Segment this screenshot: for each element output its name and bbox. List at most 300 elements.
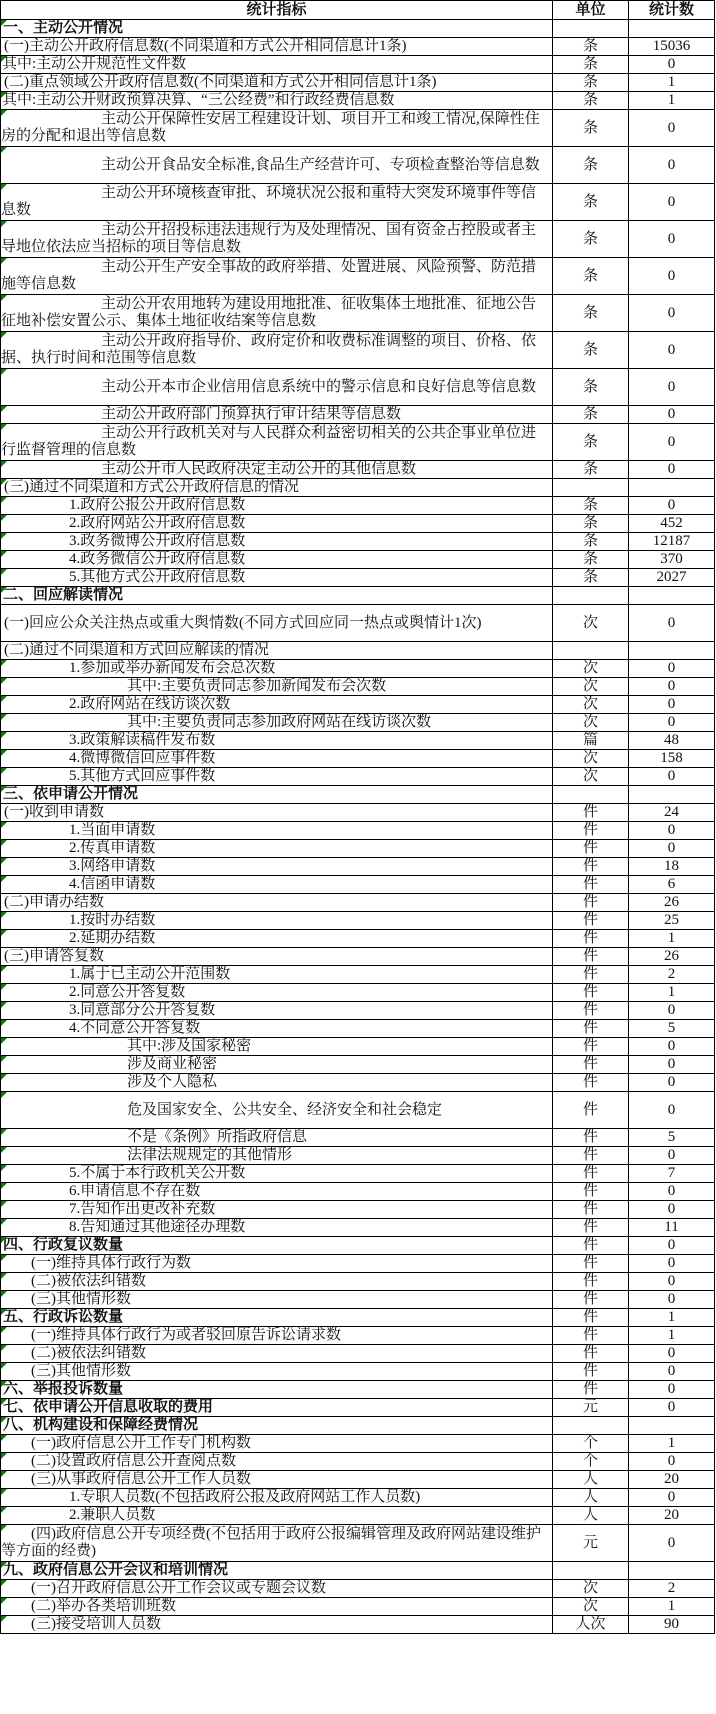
- unit-cell: 件: [553, 1002, 629, 1020]
- indicator-label: (一)收到申请数: [4, 804, 104, 820]
- value-cell: 25: [629, 912, 715, 930]
- value-cell: [629, 20, 715, 38]
- indicator-label: 2.兼职人员数: [69, 1507, 156, 1523]
- value-cell: 5: [629, 1020, 715, 1038]
- table-row: [1, 515, 715, 533]
- corner-marker-icon: [1, 1616, 7, 1622]
- corner-marker-icon: [1, 750, 7, 756]
- table-row: [1, 1309, 715, 1327]
- indicator-label: (二)设置政府信息公开查阅点数: [31, 1453, 236, 1469]
- unit-cell: 人: [553, 1471, 629, 1489]
- indicator-label: 主动公开环境核查审批、环境状况公报和重特大突发环境事件等信息数: [1, 185, 537, 218]
- indicator-cell: [1, 894, 553, 912]
- value-cell: 1: [629, 1327, 715, 1345]
- indicator-label: (三)申请答复数: [4, 948, 104, 964]
- value-cell: 18: [629, 858, 715, 876]
- value-cell: 26: [629, 948, 715, 966]
- corner-marker-icon: [1, 1291, 7, 1297]
- indicator-cell: [1, 1345, 553, 1363]
- indicator-cell: [1, 569, 553, 587]
- table-row: [1, 858, 715, 876]
- unit-cell: 件: [553, 1219, 629, 1237]
- indicator-label: 5.不属于本行政机关公开数: [69, 1165, 246, 1181]
- value-cell: 0: [629, 1092, 715, 1129]
- indicator-label: 6.申请信息不存在数: [69, 1183, 201, 1199]
- corner-marker-icon: [1, 1345, 7, 1351]
- table-row: [1, 332, 715, 369]
- indicator-label: 2.同意公开答复数: [69, 984, 186, 1000]
- indicator-label: 危及国家安全、公共安全、经济安全和社会稳定: [127, 1101, 443, 1118]
- corner-marker-icon: [1, 1074, 7, 1080]
- unit-cell: 次: [553, 660, 629, 678]
- corner-marker-icon: [1, 1183, 7, 1189]
- indicator-cell: [1, 1525, 553, 1562]
- value-cell: 0: [629, 1002, 715, 1020]
- indicator-cell: [1, 38, 553, 56]
- value-cell: 1: [629, 1435, 715, 1453]
- unit-cell: 件: [553, 1038, 629, 1056]
- table-row: [1, 479, 715, 497]
- value-cell: 26: [629, 894, 715, 912]
- indicator-label: 1.政府公报公开政府信息数: [69, 497, 246, 513]
- corner-marker-icon: [1, 876, 7, 882]
- indicator-cell: [1, 147, 553, 184]
- value-cell: 0: [629, 184, 715, 221]
- value-cell: 2027: [629, 569, 715, 587]
- indicator-cell: [1, 732, 553, 750]
- value-cell: [629, 479, 715, 497]
- value-cell: [629, 642, 715, 660]
- unit-cell: 件: [553, 1092, 629, 1129]
- indicator-cell: [1, 110, 553, 147]
- unit-cell: 件: [553, 1201, 629, 1219]
- table-row: [1, 1165, 715, 1183]
- value-cell: 0: [629, 678, 715, 696]
- corner-marker-icon: [1, 1507, 7, 1513]
- unit-cell: 次: [553, 750, 629, 768]
- corner-marker-icon: [1, 1201, 7, 1207]
- unit-cell: 条: [553, 92, 629, 110]
- corner-marker-icon: [1, 1129, 7, 1135]
- indicator-label: 涉及商业秘密: [127, 1056, 218, 1072]
- indicator-label: 1.按时办结数: [69, 912, 156, 928]
- indicator-label: 3.政策解读稿件发布数: [69, 732, 216, 748]
- value-cell: 0: [629, 1453, 715, 1471]
- table-row: [1, 894, 715, 912]
- corner-marker-icon: [1, 786, 7, 792]
- indicator-cell: [1, 1616, 553, 1634]
- corner-marker-icon: [1, 768, 7, 774]
- table-row: [1, 605, 715, 642]
- value-cell: 0: [629, 1363, 715, 1381]
- unit-cell: 条: [553, 38, 629, 56]
- value-cell: 158: [629, 750, 715, 768]
- indicator-label: 九、政府信息公开会议和培训情况: [3, 1562, 229, 1578]
- value-cell: 6: [629, 876, 715, 894]
- indicator-cell: [1, 768, 553, 786]
- indicator-label: (一)召开政府信息公开工作会议或专题会议数: [31, 1580, 326, 1596]
- indicator-cell: [1, 461, 553, 479]
- value-cell: 2: [629, 966, 715, 984]
- corner-marker-icon: [1, 461, 7, 467]
- indicator-label: (二)被依法纠错数: [31, 1273, 146, 1289]
- table-row: [1, 369, 715, 406]
- value-cell: 2: [629, 1580, 715, 1598]
- indicator-cell: [1, 1562, 553, 1580]
- corner-marker-icon: [1, 1562, 7, 1568]
- corner-marker-icon: [1, 332, 7, 338]
- table-row: [1, 295, 715, 332]
- value-cell: 0: [629, 1489, 715, 1507]
- corner-marker-icon: [1, 1056, 7, 1062]
- indicator-label: 4.政务微信公开政府信息数: [69, 551, 246, 567]
- indicator-label: (一)主动公开政府信息数(不同渠道和方式公开相同信息计1条): [4, 38, 407, 54]
- indicator-cell: [1, 876, 553, 894]
- table-row: [1, 876, 715, 894]
- table-row: [1, 1092, 715, 1129]
- indicator-label: 主动公开农用地转为建设用地批准、征收集体土地批准、征地公告征地补偿安置公示、集体土地征收结案等信息数: [1, 296, 537, 329]
- unit-cell: 条: [553, 258, 629, 295]
- header-row: [1, 1, 715, 20]
- unit-cell: 条: [553, 74, 629, 92]
- unit-cell: [553, 587, 629, 605]
- value-cell: 0: [629, 768, 715, 786]
- indicator-cell: [1, 1255, 553, 1273]
- table-row: [1, 551, 715, 569]
- indicator-cell: [1, 1165, 553, 1183]
- table-row: [1, 461, 715, 479]
- corner-marker-icon: [1, 497, 7, 503]
- table-row: [1, 587, 715, 605]
- unit-cell: 个: [553, 1435, 629, 1453]
- table-header: [1, 1, 715, 20]
- unit-cell: 条: [553, 461, 629, 479]
- corner-marker-icon: [1, 515, 7, 521]
- indicator-cell: [1, 1471, 553, 1489]
- value-cell: 0: [629, 1147, 715, 1165]
- value-cell: 0: [629, 461, 715, 479]
- corner-marker-icon: [1, 822, 7, 828]
- indicator-cell: [1, 678, 553, 696]
- unit-cell: [553, 1562, 629, 1580]
- unit-cell: 条: [553, 369, 629, 406]
- unit-cell: 件: [553, 858, 629, 876]
- table-row: [1, 930, 715, 948]
- corner-marker-icon: [1, 1020, 7, 1026]
- indicator-label: (三)从事政府信息公开工作人员数: [31, 1471, 251, 1487]
- corner-marker-icon: [1, 1471, 7, 1477]
- table-row: [1, 38, 715, 56]
- corner-marker-icon: [1, 1435, 7, 1441]
- table-row: [1, 1056, 715, 1074]
- corner-marker-icon: [1, 840, 7, 846]
- unit-cell: 条: [553, 569, 629, 587]
- unit-cell: [553, 1417, 629, 1435]
- value-cell: 11: [629, 1219, 715, 1237]
- table-row: [1, 1417, 715, 1435]
- table-row: [1, 660, 715, 678]
- indicator-label: 一、主动公开情况: [3, 20, 124, 36]
- corner-marker-icon: [1, 678, 7, 684]
- indicator-label: (二)通过不同渠道和方式回应解读的情况: [4, 642, 269, 658]
- value-cell: 452: [629, 515, 715, 533]
- indicator-cell: [1, 258, 553, 295]
- indicator-cell: [1, 1453, 553, 1471]
- table-row: [1, 221, 715, 258]
- table-row: [1, 1291, 715, 1309]
- indicator-label: (二)被依法纠错数: [31, 1345, 146, 1361]
- indicator-label: (一)回应公众关注热点或重大舆情数(不同方式回应同一热点或舆情计1次): [4, 614, 482, 631]
- indicator-label: 主动公开食品安全标准,食品生产经营许可、专项检查整治等信息数: [101, 156, 540, 173]
- corner-marker-icon: [1, 912, 7, 918]
- indicator-cell: [1, 804, 553, 822]
- value-cell: 1: [629, 984, 715, 1002]
- table-row: [1, 1363, 715, 1381]
- table-row: [1, 1219, 715, 1237]
- table-row: [1, 1237, 715, 1255]
- indicator-cell: [1, 966, 553, 984]
- indicator-cell: [1, 1327, 553, 1345]
- value-cell: 0: [629, 1237, 715, 1255]
- unit-cell: 件: [553, 1237, 629, 1255]
- table-row: [1, 1435, 715, 1453]
- corner-marker-icon: [1, 1147, 7, 1153]
- value-cell: 0: [629, 1255, 715, 1273]
- value-cell: 0: [629, 56, 715, 74]
- indicator-label: 八、机构建设和保障经费情况: [3, 1417, 199, 1433]
- value-cell: 0: [629, 696, 715, 714]
- table-row: [1, 1002, 715, 1020]
- value-cell: 0: [629, 1201, 715, 1219]
- indicator-cell: [1, 1399, 553, 1417]
- indicator-label: 1.专职人员数(不包括政府公报及政府网站工作人员数): [69, 1489, 421, 1505]
- indicator-label: 六、举报投诉数量: [3, 1381, 124, 1397]
- table-row: [1, 497, 715, 515]
- indicator-label: 主动公开生产安全事故的政府举措、处置进展、风险预警、防范措施等信息数: [1, 259, 537, 292]
- table-row: [1, 569, 715, 587]
- indicator-label: 8.告知通过其他途径办理数: [69, 1219, 246, 1235]
- table-row: [1, 750, 715, 768]
- corner-marker-icon: [1, 295, 7, 301]
- table-row: [1, 1345, 715, 1363]
- indicator-cell: [1, 714, 553, 732]
- value-cell: 0: [629, 1381, 715, 1399]
- value-cell: 0: [629, 110, 715, 147]
- corner-marker-icon: [1, 479, 7, 485]
- corner-marker-icon: [1, 1525, 7, 1531]
- table-row: [1, 74, 715, 92]
- value-cell: 90: [629, 1616, 715, 1634]
- indicator-label: 法律法规规定的其他情形: [127, 1147, 293, 1163]
- indicator-cell: [1, 515, 553, 533]
- indicator-cell: [1, 786, 553, 804]
- corner-marker-icon: [1, 1399, 7, 1405]
- corner-marker-icon: [1, 56, 7, 62]
- indicator-cell: [1, 533, 553, 551]
- indicator-cell: [1, 858, 553, 876]
- table-row: [1, 1147, 715, 1165]
- indicator-cell: [1, 1020, 553, 1038]
- indicator-cell: [1, 1598, 553, 1616]
- value-cell: [629, 1562, 715, 1580]
- value-cell: 0: [629, 147, 715, 184]
- indicator-cell: [1, 1273, 553, 1291]
- corner-marker-icon: [1, 258, 7, 264]
- unit-cell: 条: [553, 406, 629, 424]
- value-cell: 20: [629, 1507, 715, 1525]
- value-cell: 15036: [629, 38, 715, 56]
- indicator-label: 主动公开行政机关对与人民群众利益密切相关的公共企事业单位进行监督管理的信息数: [1, 425, 537, 458]
- indicator-cell: [1, 605, 553, 642]
- unit-cell: 条: [553, 147, 629, 184]
- indicator-cell: [1, 1147, 553, 1165]
- indicator-label: 主动公开市人民政府决定主动公开的其他信息数: [101, 461, 417, 477]
- indicator-label: (三)通过不同渠道和方式公开政府信息的情况: [4, 479, 299, 495]
- corner-marker-icon: [1, 20, 7, 26]
- indicator-cell: [1, 295, 553, 332]
- indicator-label: (三)接受培训人员数: [31, 1616, 161, 1632]
- value-cell: 0: [629, 1183, 715, 1201]
- indicator-cell: [1, 184, 553, 221]
- table-row: [1, 56, 715, 74]
- indicator-label: 三、依申请公开情况: [3, 786, 139, 802]
- indicator-label: (一)维持具体行政行为或者驳回原告诉讼请求数: [31, 1327, 341, 1343]
- indicator-label: 其中:主动公开财政预算决算、“三公经费”和行政经费信息数: [2, 92, 395, 108]
- unit-cell: [553, 786, 629, 804]
- indicator-cell: [1, 551, 553, 569]
- indicator-label: (二)重点领域公开政府信息数(不同渠道和方式公开相同信息计1条): [4, 74, 437, 90]
- unit-cell: 件: [553, 840, 629, 858]
- indicator-label: 其中:主动公开规范性文件数: [2, 56, 187, 72]
- value-cell: 7: [629, 1165, 715, 1183]
- table-row: [1, 1399, 715, 1417]
- indicator-cell: [1, 1056, 553, 1074]
- unit-cell: 件: [553, 1381, 629, 1399]
- table-row: [1, 840, 715, 858]
- corner-marker-icon: [1, 858, 7, 864]
- indicator-cell: [1, 984, 553, 1002]
- unit-cell: 条: [553, 56, 629, 74]
- table-row: [1, 1038, 715, 1056]
- col-header-unit: 单位: [553, 1, 629, 20]
- indicator-cell: [1, 92, 553, 110]
- indicator-label: 7.告知作出更改补充数: [69, 1201, 216, 1217]
- indicator-label: (三)其他情形数: [31, 1363, 131, 1379]
- table-row: [1, 147, 715, 184]
- unit-cell: 件: [553, 984, 629, 1002]
- unit-cell: 件: [553, 1183, 629, 1201]
- table-body: [1, 20, 715, 1634]
- table-row: [1, 966, 715, 984]
- value-cell: 5: [629, 1129, 715, 1147]
- unit-cell: 件: [553, 1147, 629, 1165]
- indicator-cell: [1, 912, 553, 930]
- corner-marker-icon: [1, 406, 7, 412]
- unit-cell: [553, 479, 629, 497]
- col-header-value: 统计数: [629, 1, 715, 20]
- indicator-cell: [1, 479, 553, 497]
- indicator-cell: [1, 497, 553, 515]
- table-row: [1, 92, 715, 110]
- table-row: [1, 768, 715, 786]
- corner-marker-icon: [1, 533, 7, 539]
- corner-marker-icon: [1, 110, 7, 116]
- table-row: [1, 184, 715, 221]
- indicator-cell: [1, 1237, 553, 1255]
- indicator-cell: [1, 424, 553, 461]
- unit-cell: 篇: [553, 732, 629, 750]
- corner-marker-icon: [1, 1165, 7, 1171]
- indicator-label: 4.不同意公开答复数: [69, 1020, 201, 1036]
- unit-cell: 条: [553, 295, 629, 332]
- unit-cell: 件: [553, 894, 629, 912]
- indicator-cell: [1, 1489, 553, 1507]
- value-cell: 0: [629, 332, 715, 369]
- unit-cell: 件: [553, 876, 629, 894]
- indicator-label: 2.延期办结数: [69, 930, 156, 946]
- corner-marker-icon: [1, 92, 7, 98]
- unit-cell: 条: [553, 551, 629, 569]
- corner-marker-icon: [1, 221, 7, 227]
- table-row: [1, 1183, 715, 1201]
- indicator-cell: [1, 1580, 553, 1598]
- unit-cell: 条: [553, 110, 629, 147]
- unit-cell: 次: [553, 714, 629, 732]
- value-cell: 0: [629, 840, 715, 858]
- unit-cell: 件: [553, 948, 629, 966]
- table-row: [1, 20, 715, 38]
- indicator-cell: [1, 1183, 553, 1201]
- unit-cell: 次: [553, 678, 629, 696]
- indicator-label: 七、依申请公开信息收取的费用: [3, 1399, 214, 1415]
- indicator-cell: [1, 587, 553, 605]
- indicator-label: 其中:主要负责同志参加新闻发布会次数: [127, 678, 387, 694]
- table-row: [1, 1616, 715, 1634]
- table-row: [1, 1273, 715, 1291]
- indicator-label: 5.其他方式公开政府信息数: [69, 569, 246, 585]
- unit-cell: 次: [553, 696, 629, 714]
- corner-marker-icon: [1, 660, 7, 666]
- value-cell: 0: [629, 295, 715, 332]
- unit-cell: 件: [553, 930, 629, 948]
- value-cell: 0: [629, 822, 715, 840]
- corner-marker-icon: [1, 569, 7, 575]
- table-row: [1, 1255, 715, 1273]
- corner-marker-icon: [1, 1002, 7, 1008]
- corner-marker-icon: [1, 696, 7, 702]
- indicator-cell: [1, 840, 553, 858]
- indicator-label: 3.政务微博公开政府信息数: [69, 533, 246, 549]
- table-row: [1, 948, 715, 966]
- value-cell: 0: [629, 1345, 715, 1363]
- indicator-label: (二)申请办结数: [4, 894, 104, 910]
- indicator-label: 4.信函申请数: [69, 876, 156, 892]
- value-cell: 1: [629, 74, 715, 92]
- corner-marker-icon: [1, 1255, 7, 1261]
- indicator-label: (二)举办各类培训班数: [31, 1598, 176, 1614]
- indicator-cell: [1, 1038, 553, 1056]
- table-row: [1, 1129, 715, 1147]
- indicator-cell: [1, 660, 553, 678]
- unit-cell: 人: [553, 1507, 629, 1525]
- value-cell: 12187: [629, 533, 715, 551]
- table-row: [1, 696, 715, 714]
- table-row: [1, 822, 715, 840]
- unit-cell: 次: [553, 1580, 629, 1598]
- corner-marker-icon: [1, 1237, 7, 1243]
- unit-cell: 件: [553, 1273, 629, 1291]
- indicator-cell: [1, 369, 553, 406]
